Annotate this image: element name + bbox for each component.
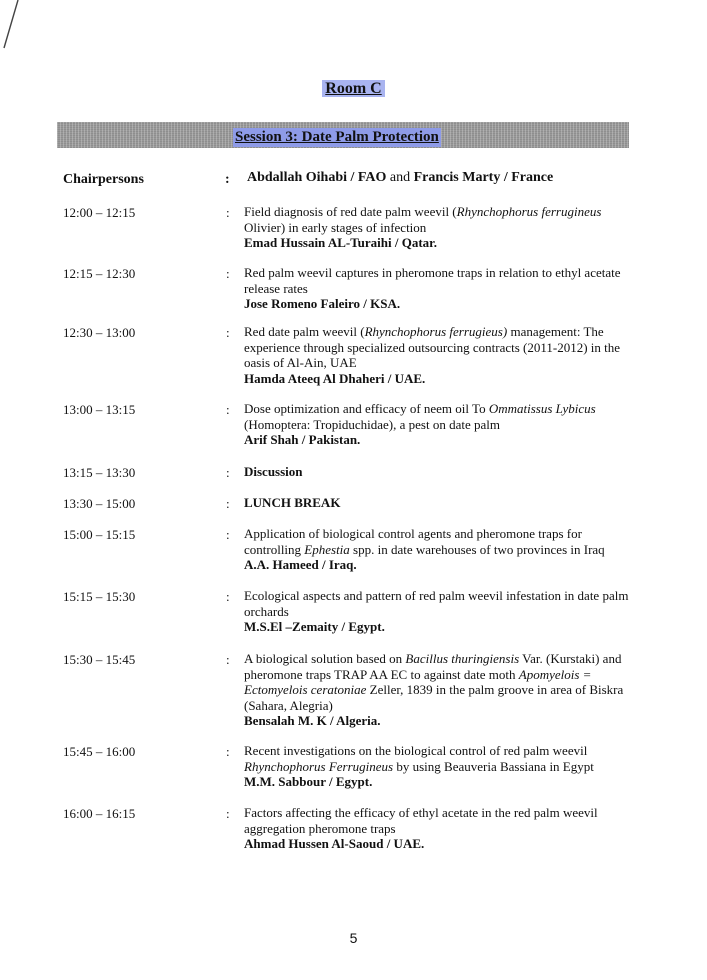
talk-title-text: Ecological aspects and pattern of red palm weevil infestation in date palm orchards (244, 588, 629, 619)
schedule-colon: : (226, 205, 230, 220)
talk-title-italic: Ephestia (304, 541, 350, 557)
talk-title-text: Var. (Kurstaki) and pheromone traps TRAP AA EC to against date moth (244, 651, 622, 682)
talk-title-text: Zeller, 1839 in the palm groove in area of Biskra (Sahara, Alegria) (244, 682, 624, 713)
talk-title-italic: Rhynchophorus ferrugineus (456, 204, 602, 219)
talk-title-text: Field diagnosis of red date palm weevil ( (244, 204, 457, 219)
room-title-text: Room C (322, 80, 384, 97)
talk-title (244, 324, 620, 370)
talk-author: Ahmad Hussen Al-Saoud / UAE. (244, 836, 425, 851)
schedule-colon: : (226, 266, 230, 281)
schedule-entry (244, 204, 634, 251)
talk-title-text: (Homoptera: Tropiduchidae), a pest on date palm (244, 416, 500, 432)
talk-title (244, 651, 623, 713)
schedule-colon: : (226, 496, 230, 511)
schedule-time: 13:30 – 15:00 (63, 496, 136, 511)
schedule-colon: : (226, 744, 230, 759)
talk-title (244, 805, 598, 836)
schedule-time: 16:00 – 16:15 (63, 806, 136, 821)
talk-author: Hamda Ateeq Al Dhaheri / UAE. (244, 370, 426, 386)
talk-title (244, 743, 594, 774)
talk-title-text: management: The experience through specialized outsourcing contracts (2011-2012) in the oasis of Al-Ain, UAE (244, 324, 621, 370)
talk-title (244, 204, 601, 235)
schedule-colon: : (226, 652, 230, 667)
talk-title-text: Dose optimization and efficacy of neem oil To (244, 401, 489, 416)
talk-title-text: Red date palm weevil ( (244, 324, 365, 339)
talk-author: A.A. Hameed / Iraq. (244, 557, 357, 572)
schedule-time: 13:00 – 13:15 (63, 402, 136, 417)
schedule-entry (244, 526, 634, 573)
schedule-entry (244, 495, 634, 511)
schedule-entry (244, 464, 634, 480)
schedule-entry (244, 324, 634, 386)
schedule-colon: : (226, 589, 230, 604)
talk-title (244, 265, 621, 296)
schedule-entry (244, 805, 634, 852)
schedule-entry (244, 588, 634, 635)
talk-author: Emad Hussain AL-Turaihi / Qatar. (244, 235, 438, 250)
chair-1: Abdallah Oihabi / FAO (247, 170, 387, 185)
talk-author: Jose Romeno Faleiro / KSA. (244, 296, 401, 311)
chairpersons-names (247, 169, 553, 186)
chairpersons-colon: : (225, 172, 230, 187)
schedule-time: 15:00 – 15:15 (63, 527, 136, 542)
talk-author: M.S.El –Zemaity / Egypt. (244, 619, 385, 634)
talk-title (244, 588, 628, 619)
schedule-colon: : (226, 527, 230, 542)
session-title: Session 3: Date Palm Protection (235, 129, 439, 145)
talk-title-text: spp. in date warehouses of two provinces in Iraq (349, 541, 605, 557)
schedule-time: 15:15 – 15:30 (63, 589, 136, 604)
talk-title (244, 526, 605, 557)
talk-title-text: by using Beauveria Bassiana in Egypt (393, 758, 594, 774)
schedule-entry (244, 743, 634, 790)
schedule-time: 12:15 – 12:30 (63, 266, 136, 281)
schedule-time: 15:45 – 16:00 (63, 744, 136, 759)
schedule-time: 13:15 – 13:30 (63, 465, 136, 480)
talk-author: M.M. Sabbour / Egypt. (244, 774, 373, 789)
schedule-colon: : (226, 402, 230, 417)
schedule-colon: : (226, 325, 230, 340)
talk-title-text: Olivier) in early stages of infection (244, 219, 427, 235)
schedule-colon: : (226, 806, 230, 821)
schedule-entry (244, 651, 634, 729)
scan-corner-mark (0, 0, 30, 60)
talk-title (244, 401, 596, 432)
talk-title-text: Red palm weevil captures in pheromone traps in relation to ethyl acetate release rates (244, 265, 621, 296)
talk-author: Arif Shah / Pakistan. (244, 432, 361, 447)
room-title (0, 80, 707, 98)
schedule-time: 15:30 – 15:45 (63, 652, 136, 667)
schedule-entry (244, 401, 634, 448)
chairpersons-label: Chairpersons (63, 172, 144, 187)
talk-title-italic: Bacillus thuringiensis (405, 651, 520, 666)
talk-title-italic: Apomyelois = Ectomyelois ceratoniae (244, 666, 592, 697)
schedule-entry (244, 265, 634, 312)
chair-and: and (389, 170, 411, 185)
talk-author: Bensalah M. K / Algeria. (244, 713, 381, 728)
schedule-time: 12:30 – 13:00 (63, 325, 136, 340)
schedule-time: 12:00 – 12:15 (63, 205, 136, 220)
schedule-event: Discussion (244, 464, 303, 479)
talk-title-italic: Ommatissus Lybicus (488, 401, 596, 416)
talk-title-text: Application of biological control agents and pheromone traps for controlling (244, 526, 582, 557)
talk-title-text: Factors affecting the efficacy of ethyl acetate in the red palm weevil aggregation pheromone traps (244, 805, 598, 836)
schedule-colon: : (226, 465, 230, 480)
talk-title-text: Recent investigations on the biological control of red palm weevil (244, 743, 588, 758)
chair-2: Francis Marty / France (413, 170, 554, 185)
talk-title-text: A biological solution based on (244, 651, 406, 666)
talk-title-italic: Rhynchophorus Ferrugineus (244, 758, 394, 774)
talk-title-italic: Rhynchophorus ferrugieus) (364, 324, 508, 339)
schedule-event: LUNCH BREAK (244, 495, 341, 510)
page-number: 5 (349, 930, 358, 946)
